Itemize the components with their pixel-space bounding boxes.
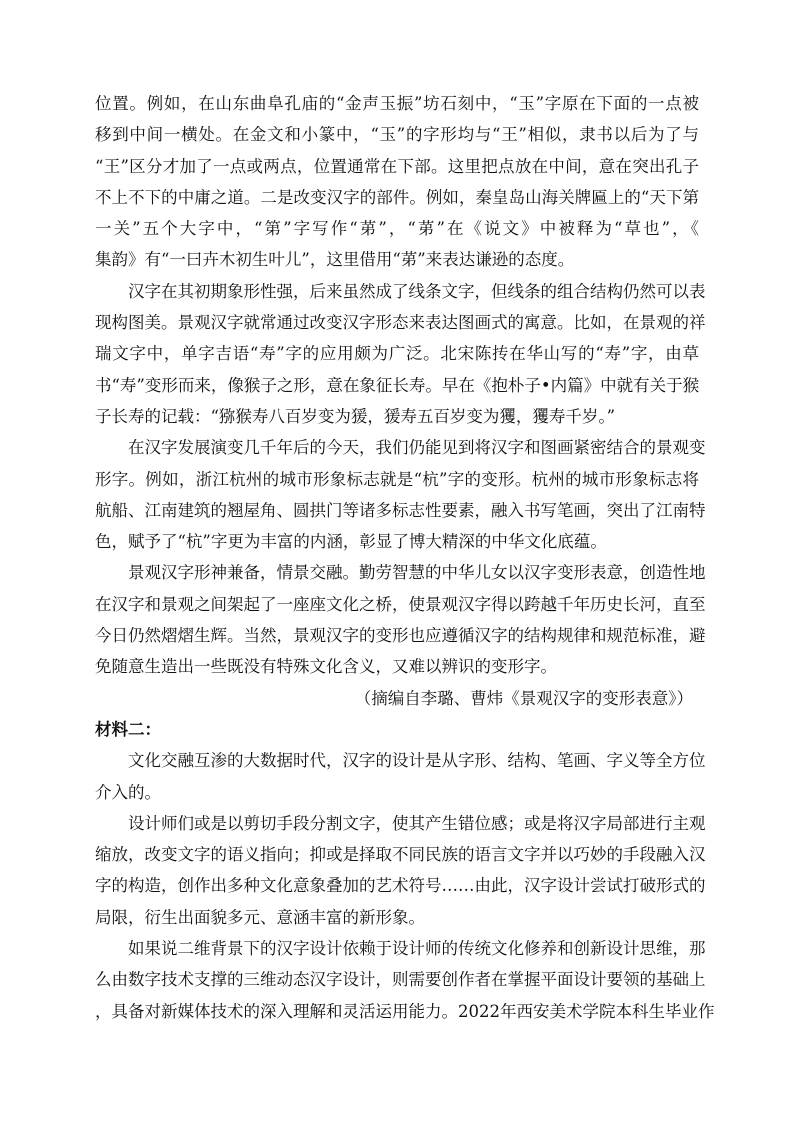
text-line: 形字。例如，浙江杭州的城市形象标志就是“杭”字的变形。杭州的城市形象标志将 (95, 469, 699, 489)
text-line: 移到中间一横处。在金文和小篆中，“玉”的字形均与“王”相似，隶书以后为了与 (95, 125, 699, 145)
text-line: 现构图美。景观汉字就常通过改变汉字形态来表达图画式的寓意。比如，在景观的祥 (95, 313, 706, 333)
text-line: 字的构造，创作出多种文化意象叠加的艺术符号……由此，汉字设计尝试打破形式的 (95, 876, 706, 896)
document-page (95, 88, 715, 1027)
text-line: ，具备对新媒体技术的深入理解和灵活运用能力。2022年西安美术学院本科生毕业作 (95, 1001, 715, 1021)
text-line: “王”区分才加了一点或两点，位置通常在下部。这里把点放在中间，意在突出孔子 (95, 156, 699, 176)
paragraph-first-line: 文化交融互渗的大数据时代，汉字的设计是从字形、结构、笔画、字义等全方位 (128, 751, 706, 771)
text-line: 色，赋予了“杭”字更为丰富的内涵，彰显了博大精深的中华文化底蕴。 (95, 532, 607, 552)
paragraph-first-line: 景观汉字形神兼备，情景交融。勤劳智慧的中华儿女以汉字变形表意，创造性地 (128, 563, 706, 583)
text-line: 瑞文字中，单字吉语“寿”字的应用颇为广泛。北宋陈抟在华山写的“寿”字，由草 (95, 344, 699, 364)
text-line: 航船、江南建筑的翘屋角、圆拱门等诸多标志性要素，融入书写笔画，突出了江南特 (95, 500, 706, 520)
text-line: 不上不下的中庸之道。二是改变汉字的部件。例如，秦皇岛山海关牌匾上的“天下第 (95, 187, 699, 207)
text-line: 在汉字和景观之间架起了一座座文化之桥，使景观汉字得以跨越千年历史长河，直至 (95, 594, 706, 614)
text-line: 缩放，改变文字的语义指向；抑或是择取不同民族的语言文字并以巧妙的手段融入汉 (95, 845, 706, 865)
text-line: 一关”五个大字中，“第”字写作“苐”，“苐”在《说文》中被释为“草也”，《 (95, 219, 699, 239)
text-line: 书“寿”变形而来，像猴子之形，意在象征长寿。早在《抱朴子•内篇》中就有关于猴 (95, 375, 700, 395)
text-line: 免随意生造出一些既没有特殊文化含义，又难以辨识的变形字。 (95, 657, 557, 677)
section-heading: 材料二： (95, 719, 161, 739)
text-line: 局限，衍生出面貌多元、意涵丰富的新形象。 (95, 907, 425, 927)
paragraph-first-line: 汉字在其初期象形性强，后来虽然成了线条文字，但线条的组合结构仍然可以表 (128, 281, 706, 301)
text-line: 集韵》有“一曰卉木初生叶儿”，这里借用“苐”来表达谦逊的态度。 (95, 250, 575, 270)
text-line: 子长寿的记载：“猕猴寿八百岁变为猨，猨寿五百岁变为玃，玃寿千岁。” (95, 406, 616, 426)
paragraph-first-line: 在汉字发展演变几千年后的今天，我们仍能见到将汉字和图画紧密结合的景观变 (128, 438, 706, 458)
text-line: 么由数字技术支撑的三维动态汉字设计，则需要创作者在掌握平面设计要领的基础上 (95, 970, 706, 990)
text-line: 位置。例如，在山东曲阜孔庙的“金声玉振”坊石刻中，“玉”字原在下面的一点被 (95, 94, 699, 113)
paragraph-first-line: 如果说二维背景下的汉字设计依赖于设计师的传统文化修养和创新设计思维，那 (128, 939, 706, 959)
source-citation: （摘编自李璐、曹炜《景观汉字的变形表意》） (354, 688, 693, 708)
text-line: 今日仍然熠熠生辉。当然，景观汉字的变形也应遵循汉字的结构规律和规范标准，避 (95, 626, 706, 646)
paragraph-first-line: 设计师们或是以剪切手段分割文字，使其产生错位感；或是将汉字局部进行主观 (128, 813, 706, 833)
text-line: 介入的。 (95, 782, 161, 802)
